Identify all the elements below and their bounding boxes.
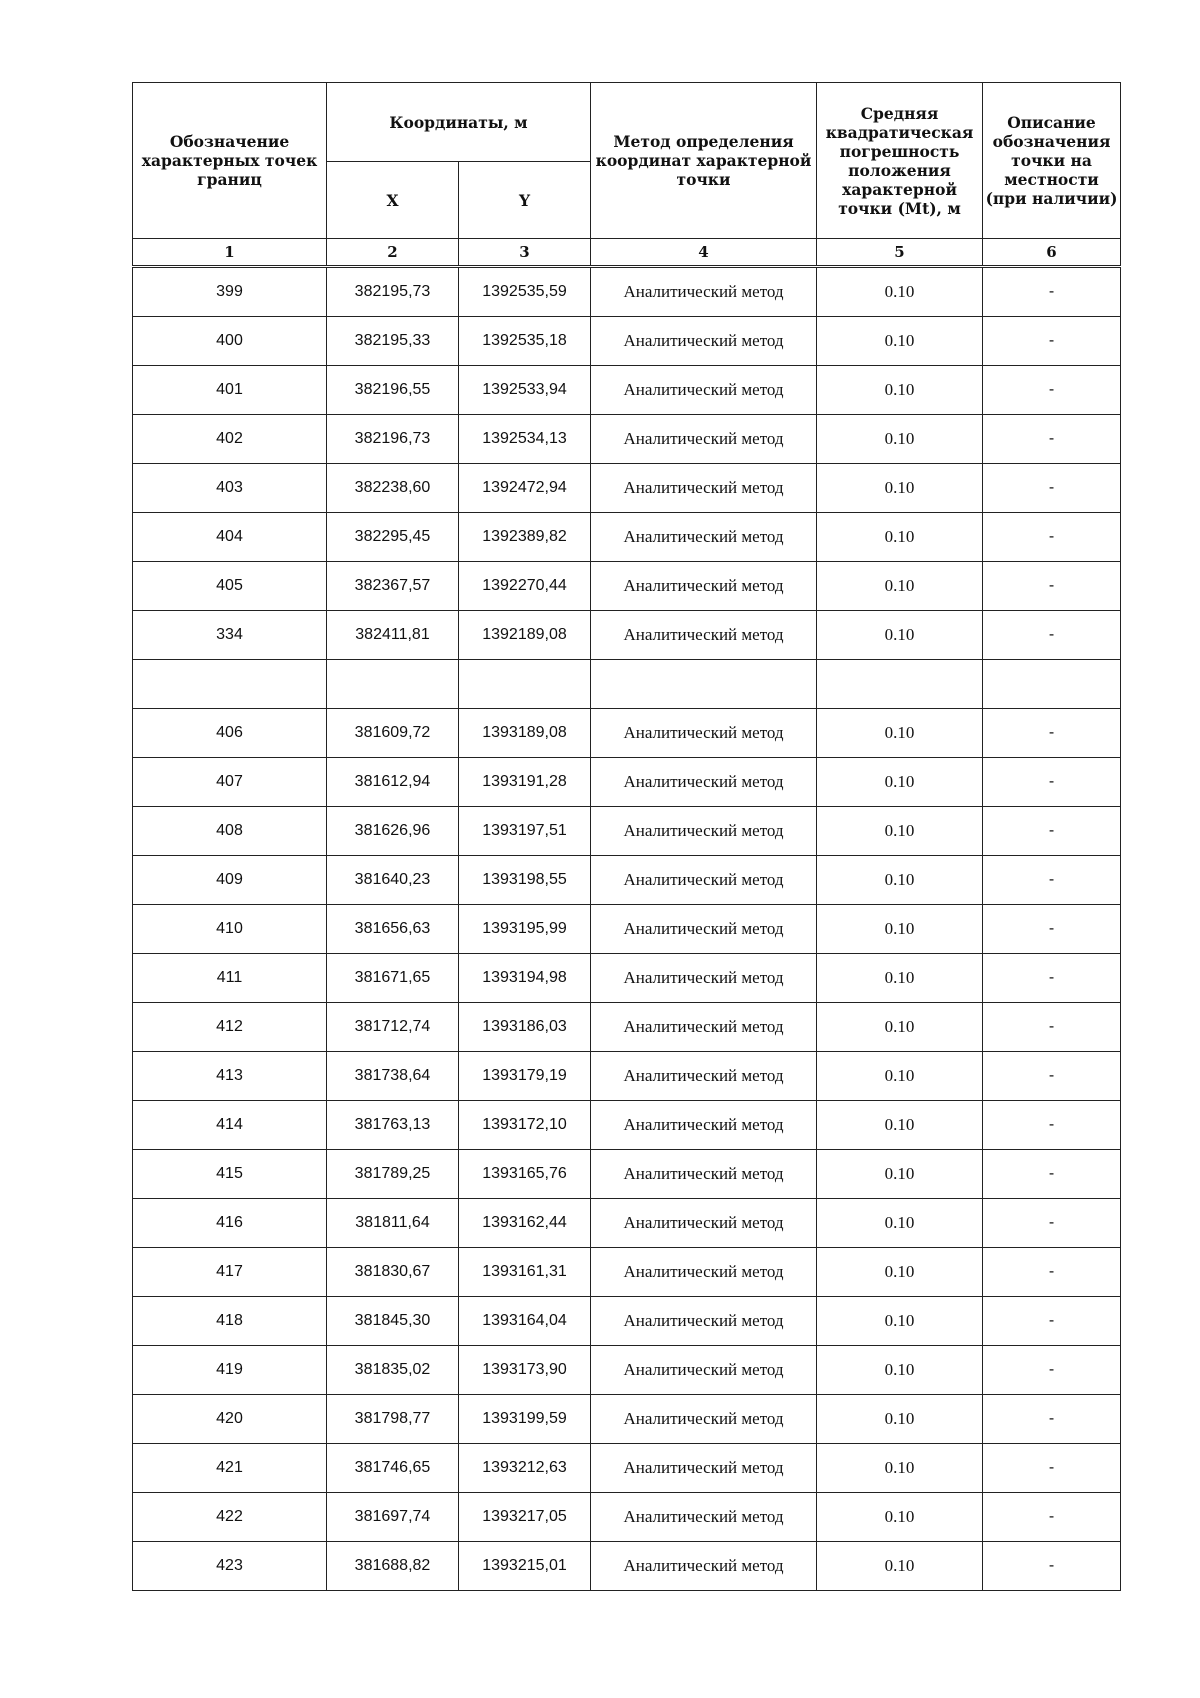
- cell-method: Аналитический метод: [591, 1199, 817, 1248]
- cell-y: 1393215,01: [459, 1542, 591, 1591]
- cell-error: 0.10: [817, 1052, 983, 1101]
- cell-description: -: [983, 1395, 1121, 1444]
- cell-method: Аналитический метод: [591, 1395, 817, 1444]
- cell-y: 1393197,51: [459, 807, 591, 856]
- table-row: [133, 1052, 1121, 1101]
- cell-description: -: [983, 513, 1121, 562]
- cell-error: 0.10: [817, 1003, 983, 1052]
- cell-method: Аналитический метод: [591, 905, 817, 954]
- table-row: [133, 317, 1121, 366]
- cell-y: 1393194,98: [459, 954, 591, 1003]
- cell-point: 334: [133, 611, 327, 660]
- cell-error: 0.10: [817, 1150, 983, 1199]
- cell-point: 423: [133, 1542, 327, 1591]
- cell-method: Аналитический метод: [591, 1346, 817, 1395]
- cell-point: 421: [133, 1444, 327, 1493]
- cell-x: 382196,73: [327, 415, 459, 464]
- cell-method: [591, 660, 817, 709]
- table-body: [133, 267, 1121, 1591]
- cell-x: 381811,64: [327, 1199, 459, 1248]
- table-row: [133, 1542, 1121, 1591]
- cell-error: 0.10: [817, 415, 983, 464]
- cell-error: 0.10: [817, 1346, 983, 1395]
- cell-method: Аналитический метод: [591, 317, 817, 366]
- cell-description: -: [983, 611, 1121, 660]
- coordinates-table: [132, 82, 1121, 1591]
- cell-error: 0.10: [817, 366, 983, 415]
- table-row: [133, 660, 1121, 709]
- cell-point: 417: [133, 1248, 327, 1297]
- cell-description: -: [983, 1052, 1121, 1101]
- cell-description: -: [983, 464, 1121, 513]
- cell-error: 0.10: [817, 464, 983, 513]
- cell-error: 0.10: [817, 758, 983, 807]
- cell-description: -: [983, 1248, 1121, 1297]
- cell-error: 0.10: [817, 807, 983, 856]
- cell-point: 413: [133, 1052, 327, 1101]
- cell-y: 1392189,08: [459, 611, 591, 660]
- header-description: Описание обозначения точки на местности (при наличии): [983, 83, 1121, 239]
- cell-description: -: [983, 1493, 1121, 1542]
- table-row: [133, 758, 1121, 807]
- cell-x: 381789,25: [327, 1150, 459, 1199]
- cell-description: -: [983, 267, 1121, 317]
- column-number: 5: [817, 239, 983, 267]
- cell-error: 0.10: [817, 1493, 983, 1542]
- cell-point: 399: [133, 267, 327, 317]
- cell-error: [817, 660, 983, 709]
- cell-method: Аналитический метод: [591, 1052, 817, 1101]
- coordinates-table-sheet: [132, 82, 1120, 1591]
- cell-method: Аналитический метод: [591, 856, 817, 905]
- cell-x: 381712,74: [327, 1003, 459, 1052]
- cell-x: 382195,33: [327, 317, 459, 366]
- cell-y: 1393179,19: [459, 1052, 591, 1101]
- cell-x: 381798,77: [327, 1395, 459, 1444]
- cell-y: 1393198,55: [459, 856, 591, 905]
- cell-point: 410: [133, 905, 327, 954]
- cell-y: 1393212,63: [459, 1444, 591, 1493]
- cell-method: Аналитический метод: [591, 562, 817, 611]
- cell-method: Аналитический метод: [591, 1444, 817, 1493]
- cell-error: 0.10: [817, 513, 983, 562]
- cell-x: 381656,63: [327, 905, 459, 954]
- table-row: [133, 1199, 1121, 1248]
- table-row: [133, 464, 1121, 513]
- cell-description: -: [983, 1346, 1121, 1395]
- cell-error: 0.10: [817, 1199, 983, 1248]
- cell-description: -: [983, 1101, 1121, 1150]
- cell-method: Аналитический метод: [591, 611, 817, 660]
- cell-error: 0.10: [817, 317, 983, 366]
- header-y: Y: [459, 162, 591, 239]
- cell-x: 382238,60: [327, 464, 459, 513]
- cell-method: Аналитический метод: [591, 415, 817, 464]
- cell-x: 381830,67: [327, 1248, 459, 1297]
- cell-description: -: [983, 1003, 1121, 1052]
- table-row: [133, 1248, 1121, 1297]
- cell-description: -: [983, 905, 1121, 954]
- table-row: [133, 1493, 1121, 1542]
- cell-description: -: [983, 415, 1121, 464]
- cell-method: Аналитический метод: [591, 954, 817, 1003]
- cell-error: 0.10: [817, 267, 983, 317]
- cell-y: 1392533,94: [459, 366, 591, 415]
- cell-point: 405: [133, 562, 327, 611]
- cell-method: Аналитический метод: [591, 1150, 817, 1199]
- cell-y: 1392270,44: [459, 562, 591, 611]
- cell-y: 1392389,82: [459, 513, 591, 562]
- cell-y: 1392535,18: [459, 317, 591, 366]
- cell-error: 0.10: [817, 1542, 983, 1591]
- table-row: [133, 513, 1121, 562]
- cell-y: 1393189,08: [459, 709, 591, 758]
- table-row: [133, 366, 1121, 415]
- cell-description: [983, 660, 1121, 709]
- table-row: [133, 415, 1121, 464]
- cell-y: 1393191,28: [459, 758, 591, 807]
- cell-point: 412: [133, 1003, 327, 1052]
- cell-error: 0.10: [817, 1101, 983, 1150]
- cell-y: [459, 660, 591, 709]
- cell-point: 422: [133, 1493, 327, 1542]
- cell-x: 381671,65: [327, 954, 459, 1003]
- cell-point: 415: [133, 1150, 327, 1199]
- cell-y: 1393165,76: [459, 1150, 591, 1199]
- cell-error: 0.10: [817, 1444, 983, 1493]
- column-number: 4: [591, 239, 817, 267]
- cell-error: 0.10: [817, 905, 983, 954]
- cell-y: 1393172,10: [459, 1101, 591, 1150]
- cell-x: 382196,55: [327, 366, 459, 415]
- cell-description: -: [983, 856, 1121, 905]
- cell-x: 381688,82: [327, 1542, 459, 1591]
- header-designation: Обозначение характерных точек границ: [133, 83, 327, 239]
- table-row: [133, 856, 1121, 905]
- table-row: [133, 267, 1121, 317]
- cell-description: -: [983, 562, 1121, 611]
- cell-description: -: [983, 758, 1121, 807]
- cell-point: 404: [133, 513, 327, 562]
- table-row: [133, 562, 1121, 611]
- cell-error: 0.10: [817, 1297, 983, 1346]
- cell-x: 381626,96: [327, 807, 459, 856]
- cell-x: 381609,72: [327, 709, 459, 758]
- cell-method: Аналитический метод: [591, 1493, 817, 1542]
- table-row: [133, 1346, 1121, 1395]
- cell-method: Аналитический метод: [591, 267, 817, 317]
- cell-point: 409: [133, 856, 327, 905]
- cell-description: -: [983, 709, 1121, 758]
- cell-error: 0.10: [817, 856, 983, 905]
- cell-y: 1393195,99: [459, 905, 591, 954]
- cell-point: 407: [133, 758, 327, 807]
- table-row: [133, 954, 1121, 1003]
- cell-point: 401: [133, 366, 327, 415]
- cell-y: 1393217,05: [459, 1493, 591, 1542]
- column-number: 3: [459, 239, 591, 267]
- cell-y: 1393199,59: [459, 1395, 591, 1444]
- cell-x: 382367,57: [327, 562, 459, 611]
- cell-point: 419: [133, 1346, 327, 1395]
- cell-error: 0.10: [817, 1395, 983, 1444]
- cell-y: 1392472,94: [459, 464, 591, 513]
- cell-description: -: [983, 366, 1121, 415]
- table-row: [133, 905, 1121, 954]
- cell-point: 400: [133, 317, 327, 366]
- table-row: [133, 611, 1121, 660]
- cell-description: -: [983, 1150, 1121, 1199]
- cell-x: 382295,45: [327, 513, 459, 562]
- cell-point: 416: [133, 1199, 327, 1248]
- header-x: X: [327, 162, 459, 239]
- cell-error: 0.10: [817, 611, 983, 660]
- table-row: [133, 1395, 1121, 1444]
- cell-point: 406: [133, 709, 327, 758]
- cell-point: 403: [133, 464, 327, 513]
- cell-x: 381640,23: [327, 856, 459, 905]
- cell-y: 1393161,31: [459, 1248, 591, 1297]
- cell-x: 381746,65: [327, 1444, 459, 1493]
- cell-error: 0.10: [817, 954, 983, 1003]
- cell-error: 0.10: [817, 562, 983, 611]
- cell-y: 1392534,13: [459, 415, 591, 464]
- cell-method: Аналитический метод: [591, 807, 817, 856]
- column-number: 2: [327, 239, 459, 267]
- cell-description: -: [983, 1199, 1121, 1248]
- cell-y: 1393186,03: [459, 1003, 591, 1052]
- cell-description: -: [983, 1444, 1121, 1493]
- cell-description: -: [983, 1297, 1121, 1346]
- cell-x: [327, 660, 459, 709]
- cell-method: Аналитический метод: [591, 513, 817, 562]
- cell-point: 420: [133, 1395, 327, 1444]
- cell-y: 1393173,90: [459, 1346, 591, 1395]
- header-coordinates: Координаты, м: [327, 83, 591, 162]
- cell-x: 382195,73: [327, 267, 459, 317]
- table-row: [133, 1003, 1121, 1052]
- table-row: [133, 1101, 1121, 1150]
- cell-x: 381738,64: [327, 1052, 459, 1101]
- cell-x: 381697,74: [327, 1493, 459, 1542]
- table-row: [133, 1150, 1121, 1199]
- cell-method: Аналитический метод: [591, 366, 817, 415]
- table-row: [133, 1297, 1121, 1346]
- cell-error: 0.10: [817, 709, 983, 758]
- cell-method: Аналитический метод: [591, 1101, 817, 1150]
- cell-point: [133, 660, 327, 709]
- cell-x: 381763,13: [327, 1101, 459, 1150]
- cell-y: 1392535,59: [459, 267, 591, 317]
- cell-description: -: [983, 1542, 1121, 1591]
- cell-method: Аналитический метод: [591, 1003, 817, 1052]
- cell-method: Аналитический метод: [591, 1297, 817, 1346]
- column-number: 6: [983, 239, 1121, 267]
- cell-x: 381835,02: [327, 1346, 459, 1395]
- cell-description: -: [983, 954, 1121, 1003]
- cell-description: -: [983, 317, 1121, 366]
- table-row: [133, 807, 1121, 856]
- header-error: Средняя квадратическая погрешность положения характерной точки (Mt), м: [817, 83, 983, 239]
- cell-x: 381845,30: [327, 1297, 459, 1346]
- table-row: [133, 1444, 1121, 1493]
- cell-error: 0.10: [817, 1248, 983, 1297]
- cell-method: Аналитический метод: [591, 709, 817, 758]
- cell-y: 1393164,04: [459, 1297, 591, 1346]
- cell-point: 411: [133, 954, 327, 1003]
- table-row: [133, 709, 1121, 758]
- column-number: 1: [133, 239, 327, 267]
- cell-method: Аналитический метод: [591, 464, 817, 513]
- cell-point: 414: [133, 1101, 327, 1150]
- cell-method: Аналитический метод: [591, 1248, 817, 1297]
- cell-point: 408: [133, 807, 327, 856]
- header-method: Метод определения координат характерной точки: [591, 83, 817, 239]
- cell-y: 1393162,44: [459, 1199, 591, 1248]
- cell-description: -: [983, 807, 1121, 856]
- cell-x: 382411,81: [327, 611, 459, 660]
- cell-point: 418: [133, 1297, 327, 1346]
- cell-method: Аналитический метод: [591, 758, 817, 807]
- cell-x: 381612,94: [327, 758, 459, 807]
- cell-point: 402: [133, 415, 327, 464]
- cell-method: Аналитический метод: [591, 1542, 817, 1591]
